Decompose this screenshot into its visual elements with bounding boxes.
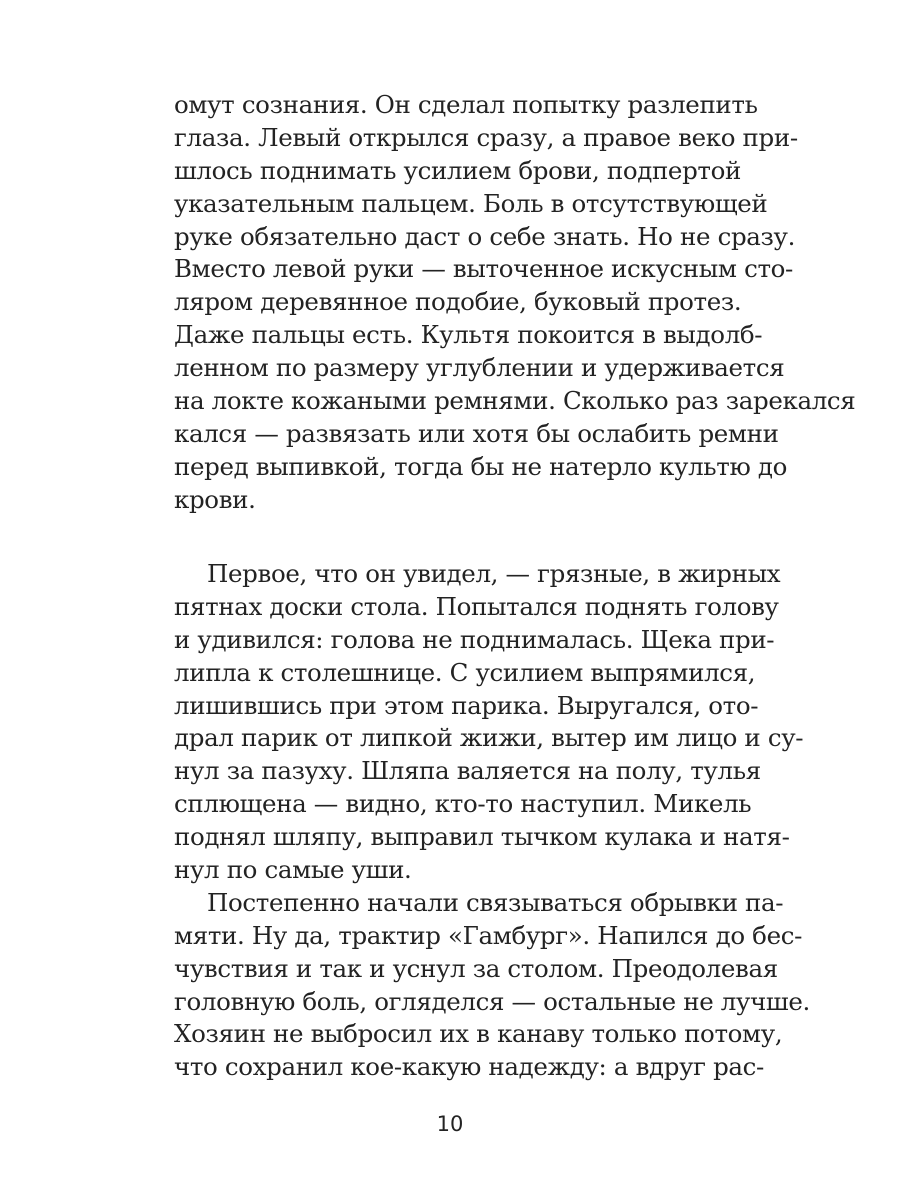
page-number: 10 [436, 1112, 464, 1136]
text-line: Постепенно начали связываться обрывки па- [207, 887, 784, 917]
text-line: чувствия и так и уснул за столом. Преодолевая [174, 953, 778, 983]
text-line: ляром деревянное подобие, буковый протез. [174, 287, 742, 317]
paragraphs-2-3 [174, 558, 810, 1084]
text-line: крови. [174, 484, 256, 514]
text-line: поднял шляпу, выправил тычком кулака и натя- [174, 822, 790, 852]
text-line: сплющена — видно, кто-то наступил. Микель [174, 789, 752, 819]
text-line: липла к столешнице. С усилием выпрямился, [174, 657, 756, 687]
text-line: ленном по размеру углублении и удерживается [174, 353, 785, 383]
text-line: Вместо левой руки — выточенное искусным сто- [174, 254, 793, 284]
text-line: мяти. Ну да, трактир «Гамбург». Напился до бес- [174, 920, 803, 950]
text-line: что сохранил кое-какую надежду: а вдруг рас- [174, 1052, 764, 1082]
text-line: пятнах доски стола. Попытался поднять голову [174, 591, 779, 621]
text-line: глаза. Левый открылся сразу, а правое веко при- [174, 122, 798, 152]
paragraph-1 [174, 89, 856, 517]
text-line: руке обязательно даст о себе знать. Но не сразу. [174, 221, 796, 251]
text-line: лишившись при этом парика. Выругался, ото- [174, 690, 759, 720]
text-line: на локте кожаными ремнями. Сколько раз зарекался [174, 386, 856, 416]
text-line: кался — развязать или хотя бы ослабить ремни [174, 418, 779, 448]
text-line: головную боль, огляделся — остальные не лучше. [174, 986, 810, 1016]
text-line: и удивился: голова не поднималась. Щека при- [174, 624, 775, 654]
text-line: перед выпивкой, тогда бы не натерло культю до [174, 451, 788, 481]
text-line: Даже пальцы есть. Культя покоится в выдолб- [174, 320, 763, 350]
text-line: омут сознания. Он сделал попытку разлепить [174, 90, 758, 119]
text-line: шлось поднимать усилием брови, подпертой [174, 155, 742, 185]
text-line: Первое, что он увидел, — грязные, в жирных [207, 559, 781, 588]
text-line: нул за пазуху. Шляпа валяется на полу, тулья [174, 756, 761, 786]
text-line: драл парик от липкой жижи, вытер им лицо и су- [174, 723, 804, 753]
text-line: указательным пальцем. Боль в отсутствующей [174, 188, 768, 218]
text-line: Хозяин не выбросил их в канаву только потому, [174, 1019, 783, 1049]
text-line: нул по самые уши. [174, 855, 412, 885]
